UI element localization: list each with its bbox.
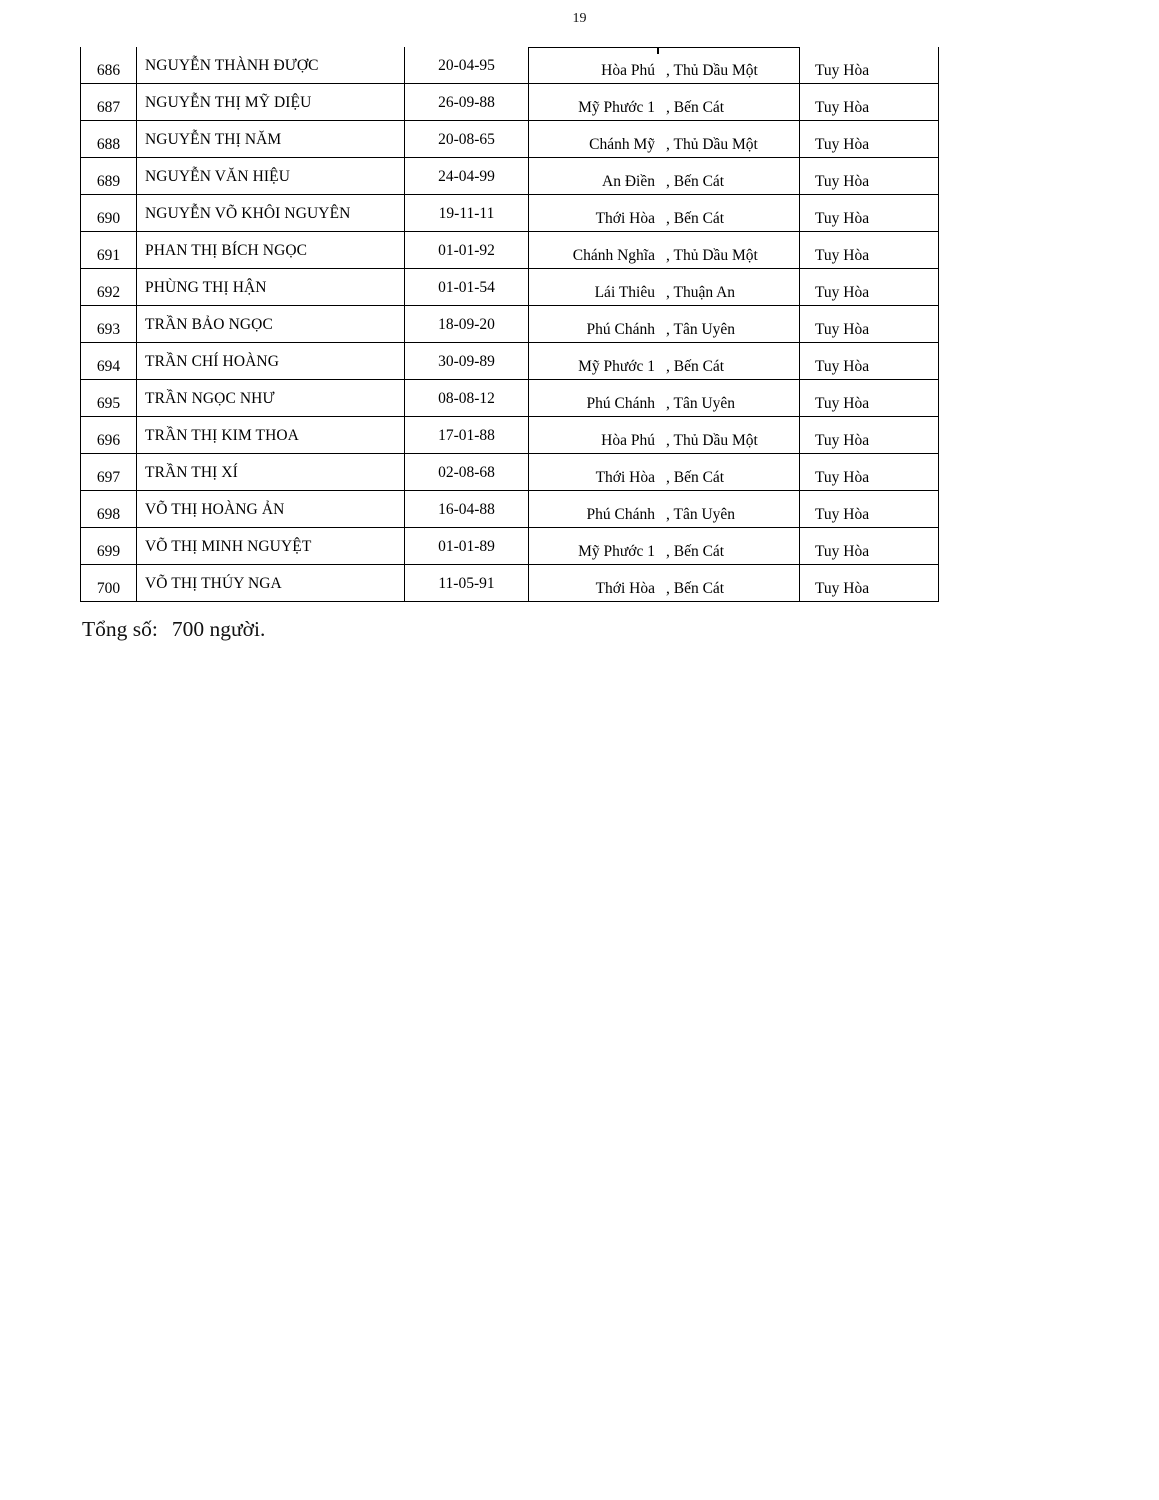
cell-location [529, 528, 800, 565]
cell-location [529, 454, 800, 491]
table-row [80, 195, 939, 232]
roster-table [80, 47, 939, 602]
cell-unit: Tuy Hòa [800, 565, 939, 602]
cell-ward: Phú Chánh [586, 394, 655, 412]
table-row [80, 454, 939, 491]
cell-name: PHÙNG THỊ HẬN [137, 269, 405, 306]
table-row [80, 565, 939, 602]
cell-unit: Tuy Hòa [800, 306, 939, 343]
cell-unit: Tuy Hòa [800, 343, 939, 380]
table-row [80, 306, 939, 343]
cell-location [529, 121, 800, 158]
cell-district: , Thủ Dầu Một [666, 61, 758, 79]
cell-district: , Tân Uyên [666, 394, 736, 412]
cell-dob: 18-09-20 [405, 306, 529, 343]
table-row [80, 121, 939, 158]
cell-dob: 01-01-89 [405, 528, 529, 565]
cell-dob: 26-09-88 [405, 84, 529, 121]
cell-ward: Mỹ Phước 1 [578, 542, 655, 560]
cell-ward: Lái Thiêu [594, 283, 655, 301]
cell-unit: Tuy Hòa [800, 491, 939, 528]
cell-district: , Thuận An [666, 283, 736, 301]
cell-dob: 08-08-12 [405, 380, 529, 417]
cell-index: 699 [80, 528, 137, 565]
cell-index: 686 [80, 47, 137, 84]
table-row [80, 491, 939, 528]
cell-index: 698 [80, 491, 137, 528]
cell-district: , Bến Cát [666, 357, 725, 375]
cell-name: VÕ THỊ HOÀNG ẢN [137, 491, 405, 528]
cell-ward: Mỹ Phước 1 [578, 357, 655, 375]
cell-index: 689 [80, 158, 137, 195]
cell-location [529, 47, 800, 84]
cell-district: , Bến Cát [666, 172, 725, 190]
cell-index: 691 [80, 232, 137, 269]
cell-dob: 24-04-99 [405, 158, 529, 195]
cell-name: NGUYỄN THỊ NĂM [137, 121, 405, 158]
cell-district: , Thủ Dầu Một [666, 135, 758, 153]
cell-location [529, 195, 800, 232]
cell-location [529, 380, 800, 417]
cell-name: PHAN THỊ BÍCH NGỌC [137, 232, 405, 269]
table-row [80, 84, 939, 121]
cell-unit: Tuy Hòa [800, 47, 939, 84]
cell-ward: Phú Chánh [586, 320, 655, 338]
cell-ward: Thới Hòa [595, 579, 655, 597]
cell-index: 697 [80, 454, 137, 491]
cell-ward: Thới Hòa [595, 209, 655, 227]
cell-location [529, 417, 800, 454]
total-summary [82, 617, 265, 642]
cell-index: 694 [80, 343, 137, 380]
cell-district: , Bến Cát [666, 579, 725, 597]
cell-ward: An Điền [602, 172, 655, 190]
cell-unit: Tuy Hòa [800, 380, 939, 417]
cell-dob: 01-01-92 [405, 232, 529, 269]
cell-index: 690 [80, 195, 137, 232]
cell-dob: 30-09-89 [405, 343, 529, 380]
cell-ward: Mỹ Phước 1 [578, 98, 655, 116]
cell-ward: Thới Hòa [595, 468, 655, 486]
cell-unit: Tuy Hòa [800, 232, 939, 269]
cell-location [529, 158, 800, 195]
table-row [80, 232, 939, 269]
cell-name: TRẦN THỊ KIM THOA [137, 417, 405, 454]
cell-dob: 20-04-95 [405, 47, 529, 84]
table-row [80, 343, 939, 380]
page-number: 19 [572, 11, 587, 26]
cell-unit: Tuy Hòa [800, 195, 939, 232]
cell-unit: Tuy Hòa [800, 417, 939, 454]
total-label: Tổng số: [82, 617, 158, 641]
cell-ward: Hòa Phú [601, 431, 655, 449]
cell-location [529, 343, 800, 380]
cell-location [529, 84, 800, 121]
cell-ward: Hòa Phú [601, 61, 655, 79]
cell-district: , Bến Cát [666, 468, 725, 486]
cell-district: , Bến Cát [666, 209, 725, 227]
cell-index: 695 [80, 380, 137, 417]
cell-district: , Thủ Dầu Một [666, 246, 758, 264]
cell-index: 692 [80, 269, 137, 306]
cell-dob: 17-01-88 [405, 417, 529, 454]
cell-name: NGUYỄN THỊ MỸ DIỆU [137, 84, 405, 121]
cell-name: TRẦN BẢO NGỌC [137, 306, 405, 343]
cell-ward: Chánh Mỹ [589, 135, 655, 153]
cell-location [529, 269, 800, 306]
cell-name: VÕ THỊ THÚY NGA [137, 565, 405, 602]
cell-index: 693 [80, 306, 137, 343]
table-row [80, 47, 939, 84]
cell-unit: Tuy Hòa [800, 121, 939, 158]
cell-dob: 01-01-54 [405, 269, 529, 306]
cell-district: , Bến Cát [666, 542, 725, 560]
cell-unit: Tuy Hòa [800, 158, 939, 195]
cell-unit: Tuy Hòa [800, 454, 939, 491]
table-row [80, 269, 939, 306]
table-row [80, 380, 939, 417]
cell-district: , Thủ Dầu Một [666, 431, 758, 449]
cell-location [529, 232, 800, 269]
table-row [80, 528, 939, 565]
cell-location [529, 491, 800, 528]
cell-divider-tick [657, 48, 659, 54]
cell-index: 700 [80, 565, 137, 602]
cell-ward: Phú Chánh [586, 505, 655, 523]
cell-unit: Tuy Hòa [800, 269, 939, 306]
cell-dob: 20-08-65 [405, 121, 529, 158]
cell-location [529, 565, 800, 602]
cell-index: 687 [80, 84, 137, 121]
cell-name: TRẦN NGỌC NHƯ [137, 380, 405, 417]
cell-name: NGUYỄN VÕ KHÔI NGUYÊN [137, 195, 405, 232]
cell-district: , Bến Cát [666, 98, 725, 116]
cell-index: 696 [80, 417, 137, 454]
cell-name: VÕ THỊ MINH NGUYỆT [137, 528, 405, 565]
cell-name: NGUYỄN VĂN HIỆU [137, 158, 405, 195]
cell-dob: 02-08-68 [405, 454, 529, 491]
cell-dob: 19-11-11 [405, 195, 529, 232]
cell-name: NGUYỄN THÀNH ĐƯỢC [137, 47, 405, 84]
cell-unit: Tuy Hòa [800, 528, 939, 565]
cell-location [529, 306, 800, 343]
total-value: 700 người. [171, 617, 266, 641]
cell-name: TRẦN THỊ XÍ [137, 454, 405, 491]
cell-unit: Tuy Hòa [800, 84, 939, 121]
table-row [80, 417, 939, 454]
cell-dob: 11-05-91 [405, 565, 529, 602]
cell-dob: 16-04-88 [405, 491, 529, 528]
cell-ward: Chánh Nghĩa [572, 246, 655, 264]
cell-index: 688 [80, 121, 137, 158]
cell-district: , Tân Uyên [666, 320, 736, 338]
table-row [80, 158, 939, 195]
cell-name: TRẦN CHÍ HOÀNG [137, 343, 405, 380]
cell-district: , Tân Uyên [666, 505, 736, 523]
